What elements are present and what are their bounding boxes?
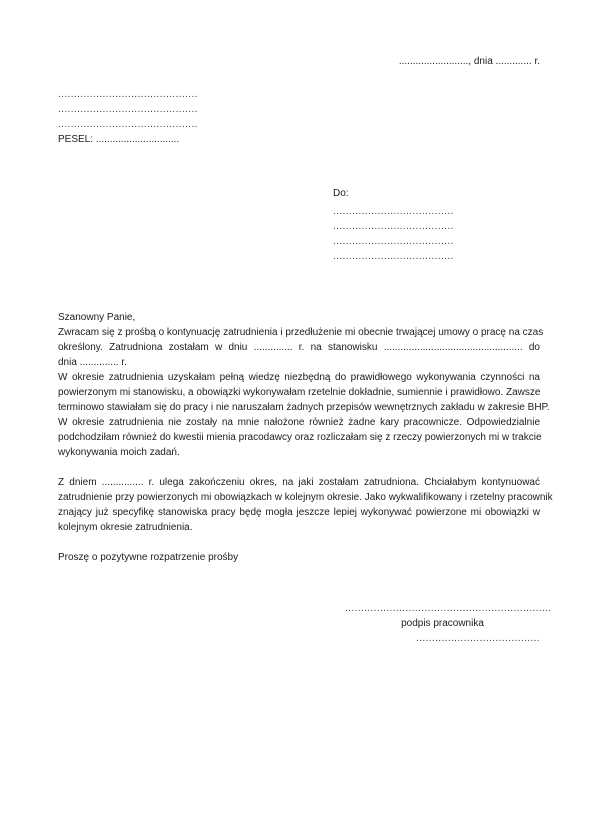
- letter-body: [58, 310, 553, 565]
- recipient-line: ......................................: [333, 206, 454, 217]
- body-line: wykonywania moich zadań.: [58, 447, 180, 458]
- body-line: Zwracam się z prośbą o kontynuację zatrudnienia i przedłużenie mi obecnie trwającej umowy o pracę na czas: [58, 327, 544, 338]
- sender-line: ............................................: [58, 119, 198, 130]
- paragraph-spacer: [58, 460, 540, 475]
- body-line: Z dniem ............... r. ulega zakończeniu okres, na jaki zostałam zatrudniona. Chciałabym kontynuować: [58, 477, 540, 488]
- signature-block: [345, 601, 552, 646]
- sender-block: [58, 87, 198, 147]
- body-line: znający już specyfikę stanowiska pracy będę mogła jeszcze lepiej wykonywać powierzone mi obowiązki w: [58, 507, 540, 518]
- closing-line: Proszę o pozytywne rozpatrzenie prośby: [58, 552, 239, 563]
- recipient-label: Do:: [333, 188, 349, 199]
- pesel-line: PESEL: ..............................: [58, 134, 180, 145]
- paragraph-continuation: [58, 475, 553, 535]
- body-line: podchodziłam również do kwestii mienia pracodawcy oraz rozliczałam się z rzeczy powierzonych mi w trakcie: [58, 432, 542, 443]
- recipient-block: [333, 186, 454, 264]
- body-line: powierzonym mi stanowisku, a obowiązki wykonywałam rzetelnie dokładnie, sumiennie i prawidłowo. Zawsze: [58, 387, 541, 398]
- recipient-line: ......................................: [333, 221, 454, 232]
- signature-line: .................................................................: [345, 603, 552, 614]
- sender-line: ............................................: [58, 104, 198, 115]
- body-line: zatrudnienie przy powierzonych mi obowiązkach w kolejnym okresie. Jako wykwalifikowany i rzetelny pracownik: [58, 492, 553, 503]
- recipient-line: ......................................: [333, 236, 454, 247]
- paragraph-spacer: [58, 535, 540, 550]
- body-line: terminowo stawiałam się do pracy i nie naruszałam żadnych przepisów wewnętrznych zakładu w zakresie BHP.: [58, 402, 550, 413]
- recipient-line: ......................................: [333, 251, 454, 262]
- salutation: Szanowny Panie,: [58, 312, 136, 323]
- signature-date-line: .......................................: [416, 633, 540, 644]
- body-line: W okresie zatrudnienia nie zostały na mnie nałożone również żadne kary pracownicze. Odpowiedzialnie: [58, 417, 540, 428]
- paragraph-request: [58, 325, 544, 370]
- body-line: kolejnym okresie zatrudnienia.: [58, 522, 193, 533]
- signature-caption: podpis pracownika: [401, 618, 484, 629]
- body-line: dnia .............. r.: [58, 357, 127, 368]
- body-line: określony. Zatrudniona zostałam w dniu .............. r. na stanowisku .................................................. do: [58, 342, 540, 353]
- place-date-line: ........................., dnia ............. r.: [398, 56, 540, 67]
- body-line: W okresie zatrudnienia uzyskałam pełną wiedzę niezbędną do prawidłowego wykonywania czynności na: [58, 372, 540, 383]
- paragraph-work-history: [58, 370, 550, 460]
- sender-line: ............................................: [58, 89, 198, 100]
